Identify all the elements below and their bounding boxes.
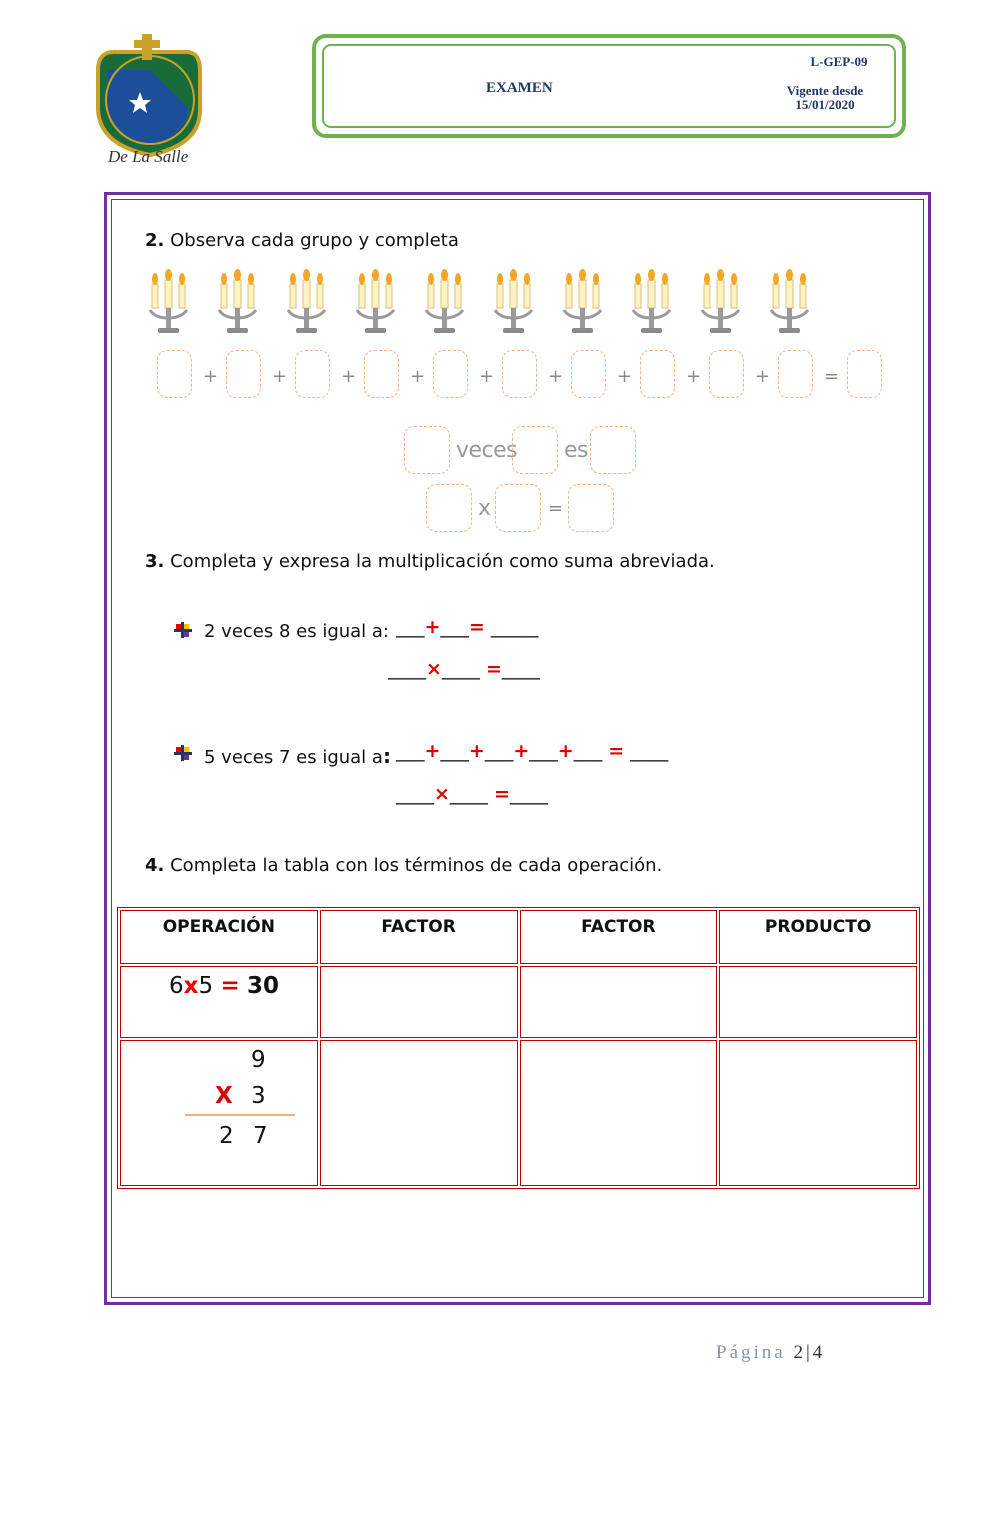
factor-cell[interactable]: [320, 966, 518, 1038]
answer-box[interactable]: [571, 350, 606, 398]
exam-title: EXAMEN: [486, 80, 553, 96]
factor-box[interactable]: [426, 484, 472, 532]
header-factor-2: FACTOR: [520, 910, 718, 964]
header-producto: PRODUCTO: [719, 910, 917, 964]
candle-groups: [148, 268, 828, 338]
answer-box[interactable]: [295, 350, 330, 398]
factor-cell[interactable]: [520, 966, 718, 1038]
item-2-mult-line[interactable]: ____×____ =____: [396, 783, 548, 805]
school-logo: [88, 30, 213, 180]
bullet-icon: [174, 622, 192, 638]
item-1-sum-line[interactable]: ___+___= _____: [396, 616, 539, 638]
answer-box[interactable]: [709, 350, 744, 398]
header-factor-1: FACTOR: [320, 910, 518, 964]
answer-box[interactable]: [640, 350, 675, 398]
answer-box[interactable]: [157, 350, 192, 398]
answer-box[interactable]: [364, 350, 399, 398]
question-3-heading: 3. Completa y expresa la multiplicación como suma abreviada.: [145, 551, 715, 572]
veces-word: veces: [456, 438, 518, 463]
question-4-heading: 4. Completa la tabla con los términos de cada operación.: [145, 855, 663, 876]
item-1-mult-line[interactable]: ____×____ =____: [388, 658, 540, 680]
page-footer: Página 2|4: [716, 1342, 826, 1363]
item-2-text: 5 veces 7 es igual a:: [204, 744, 391, 768]
equals-sign: =: [548, 498, 564, 519]
answer-box[interactable]: [433, 350, 468, 398]
operation-cell-1: 6x5 = 30: [120, 966, 318, 1038]
es-word: es: [564, 438, 588, 463]
operation-cell-2: 9 X 3 2 7: [120, 1040, 318, 1186]
sum-answer-box[interactable]: [847, 350, 882, 398]
answer-box[interactable]: [226, 350, 261, 398]
item-1-text: 2 veces 8 es igual a:: [204, 621, 390, 642]
factor-cell[interactable]: [520, 1040, 718, 1186]
answer-box[interactable]: [778, 350, 813, 398]
times-count-box[interactable]: [404, 426, 450, 474]
bullet-icon: [174, 745, 192, 761]
product-box[interactable]: [568, 484, 614, 532]
operations-table: [117, 907, 920, 1189]
item-2-sum-line[interactable]: ___+___+___+___+___ = ____: [396, 740, 669, 762]
question-2-heading: 2. Observa cada grupo y completa: [145, 230, 459, 251]
times-sign: x: [478, 496, 491, 521]
total-box[interactable]: [590, 426, 636, 474]
product-cell[interactable]: [719, 966, 917, 1038]
factor-box[interactable]: [495, 484, 541, 532]
svg-text:De La Salle: De La Salle: [108, 147, 189, 166]
answer-box[interactable]: [502, 350, 537, 398]
header-box: [312, 34, 906, 138]
product-cell[interactable]: [719, 1040, 917, 1186]
factor-cell[interactable]: [320, 1040, 518, 1186]
header-operacion: OPERACIÓN: [120, 910, 318, 964]
validity-block: Vigente desde 15/01/2020: [786, 83, 864, 112]
group-size-box[interactable]: [512, 426, 558, 474]
document-code: L-GEP-09: [810, 54, 868, 69]
